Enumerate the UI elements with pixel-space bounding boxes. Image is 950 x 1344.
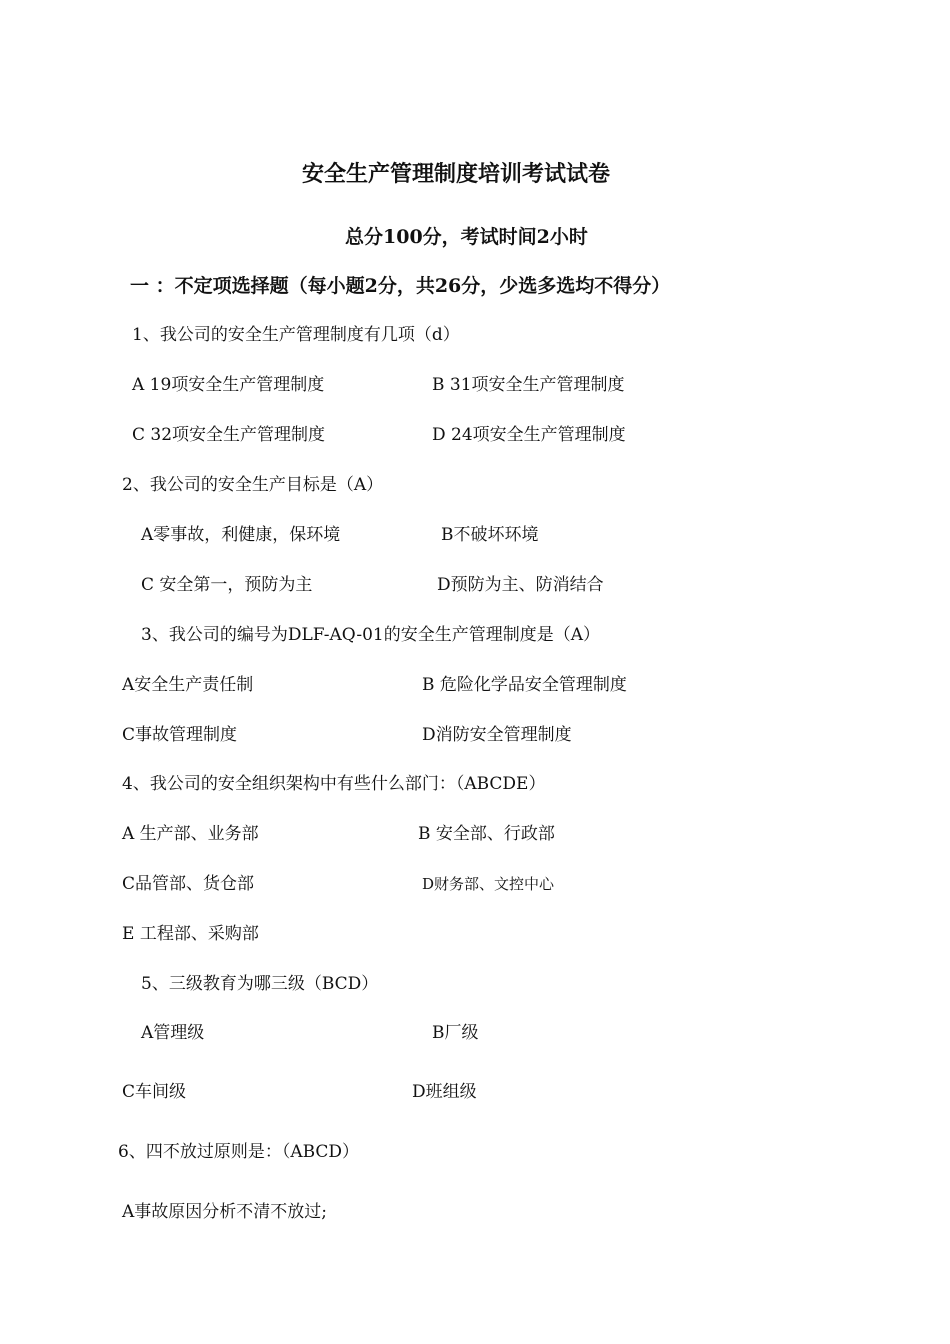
option-c: C品管部、货仓部 — [122, 874, 255, 894]
option-b: B 安全部、行政部 — [418, 824, 555, 844]
option-a: A零事故，利健康，保环境 — [141, 525, 341, 545]
option-a: A 19项安全生产管理制度 — [132, 375, 325, 395]
question-stem: 3、我公司的编号为DLF-AQ-01的安全生产管理制度是（A） — [141, 625, 600, 645]
option-a: A管理级 — [141, 1023, 205, 1043]
option-b: B厂级 — [432, 1023, 479, 1043]
option-d: D 24项安全生产管理制度 — [432, 425, 626, 445]
question-stem: 5、三级教育为哪三级（BCD） — [141, 974, 379, 994]
option-a: A安全生产责任制 — [122, 675, 254, 695]
option-e: E 工程部、采购部 — [122, 924, 259, 944]
exam-subtitle: 总分100分，考试时间2小时 — [345, 226, 588, 248]
question-stem: 2、我公司的安全生产目标是（A） — [122, 475, 384, 495]
option-d: D财务部、文控中心 — [422, 875, 555, 893]
option-c: C事故管理制度 — [122, 725, 238, 745]
option-c: C 安全第一，预防为主 — [141, 575, 313, 595]
exam-title: 安全生产管理制度培训考试试卷 — [302, 161, 611, 187]
question-stem: 4、我公司的安全组织架构中有些什么部门：（ABCDE） — [122, 774, 546, 794]
option-d: D消防安全管理制度 — [422, 725, 572, 745]
option-d: D预防为主、防消结合 — [437, 575, 604, 595]
option-c: C车间级 — [122, 1082, 187, 1102]
question-stem: 1、我公司的安全生产管理制度有几项（d） — [132, 325, 460, 345]
option-a: A 生产部、业务部 — [122, 824, 259, 844]
option-b: B不破坏环境 — [441, 525, 539, 545]
option-b: B 危险化学品安全管理制度 — [422, 675, 627, 695]
option-b: B 31项安全生产管理制度 — [432, 375, 625, 395]
option-a: A事故原因分析不清不放过; — [122, 1202, 328, 1222]
section-heading: 一 ：不定项选择题（每小题2分，共26分，少选多选均不得分） — [130, 275, 671, 297]
option-c: C 32项安全生产管理制度 — [132, 425, 326, 445]
option-d: D班组级 — [412, 1082, 477, 1102]
question-stem: 6、四不放过原则是：（ABCD） — [118, 1142, 360, 1162]
